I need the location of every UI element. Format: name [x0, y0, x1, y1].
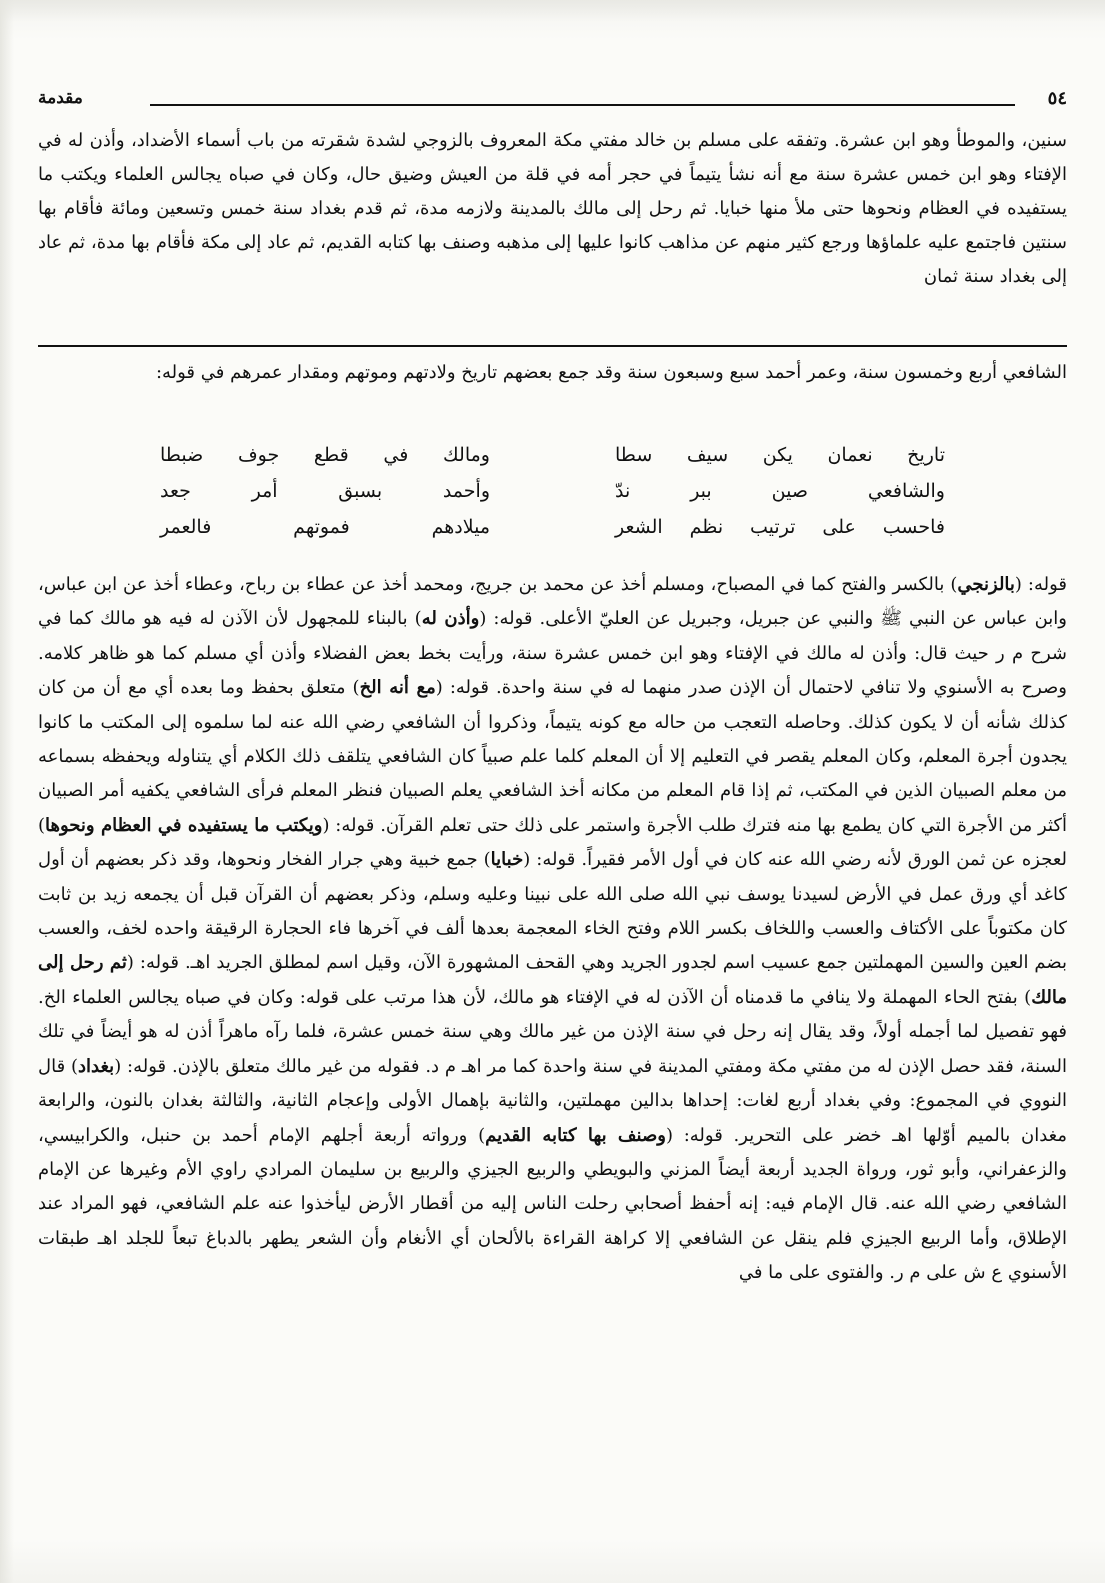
poem-verse: [160, 516, 945, 552]
commentary-keyword: بغداد: [78, 1055, 115, 1077]
commentary-text: ) بالكسر والفتح كما في المصباح، ومسلم أخذ عن محمد بن جريج، ومحمد أخذ عن عطاء بن رباح، وعطاء أخذ عن ابن عباس، وابن عباس عن النبي ﷺ والنبي عن جبريل، وجبريل عن العليّ الأعلى. قوله: (: [38, 574, 1067, 630]
commentary: [38, 568, 1067, 1291]
page-number: ٥٤: [1047, 88, 1067, 109]
commentary-keyword: ويكتب ما يستفيده في العظام ونحوها: [45, 814, 323, 836]
commentary-text: ) قال النووي في المجموع: وفي بغداد أربع لغات: إحداها بدالين مهملتين، والثانية بإهمال الأولى وإعجام الثانية، والثالثة بغدان بالنون، والرابعة مغدان بالميم أوّلها اهـ خضر على التحرير. قوله: (: [38, 1055, 1067, 1146]
scan-shadow-left: [0, 0, 14, 1583]
commentary-text: ) ورواته أربعة أجلهم الإمام أحمد بن حنبل، والكرابيسي، والزعفراني، وأبو ثور، ورواة الجديد أربعة أيضاً المزني والبويطي والربيع الجيزي والربيع بن سليمان المرادي راوي الأم وغيرها عن الإمام الشافعي رضي الله عنه. قال الإمام فيه: إنه أحفظ أصحابي رحلت الناس إليه من أقطار الأرض ليأخذوا عنه علم الشافعي، فهو المراد عند الإطلاق، وأما الربيع الجيزي فلم ينقل عن الشافعي إلا كراهة القراءة بالألحان أي الأنغام وأن الشعر يطهر بالدباغ تبعاً للجلد اهـ طبقات الأسنوي ع ش على م ر. والفتوى على ما في: [38, 1124, 1067, 1284]
commentary-keyword: وصنف بها كتابه القديم: [485, 1124, 666, 1146]
poem: [160, 444, 945, 552]
poem-hemistich-left: ميلادهم فموتهم فالعمر: [160, 516, 490, 538]
commentary-keyword: مع أنه الخ: [359, 677, 436, 699]
notes-intro: الشافعي أربع وخمسون سنة، وعمر أحمد سبع وسبعون سنة وقد جمع بعضهم تاريخ ولادتهم وموتهم ومقدار عمرهم في قوله:: [155, 362, 1067, 383]
commentary-keyword: ثم رحل إلى مالك: [38, 952, 1067, 1008]
commentary-text: ) لعجزه عن ثمن الورق لأنه رضي الله عنه كان في أول الأمر فقيراً. قوله: (: [38, 814, 1067, 871]
running-header: [38, 84, 1067, 118]
commentary-keyword: وأذن له: [421, 608, 480, 630]
poem-verse: [160, 444, 945, 480]
commentary-text: قوله: (: [1014, 574, 1067, 595]
poem-hemistich-left: وأحمد بسبق أمر جعد: [160, 480, 490, 502]
poem-verse: [160, 480, 945, 516]
poem-hemistich-right: تاريخ نعمان يكن سيف سطا: [615, 444, 945, 466]
running-title: مقدمة: [38, 88, 83, 108]
poem-hemistich-right: والشافعي صين ببر ندّ: [615, 480, 945, 502]
commentary-keyword: بالزنجي: [957, 574, 1015, 595]
header-rule: [150, 104, 1015, 106]
poem-hemistich-right: فاحسب على ترتيب نظم الشعر: [615, 516, 945, 538]
commentary-text: ) متعلق بحفظ وما بعده أي مع أن من كان كذلك شأنه أن لا يكون كذلك. وحاصله التعجب من حاله مع كونه يتيماً، وذكروا أن الشافعي رضي الله عنه لما سلموه إلى المكتب ما كانوا يجدون أجرة المعلم، وكان المعلم يقصر في التعليم إلا أن المعلم كلما علم صبياً كان الشافعي يتلقف ذلك الكلام أي يتناوله ويحفظه بسماعه من معلم الصبيان الذين في المكتب، ثم إذا قام المعلم من مكانه أخذ الشافعي يعلم الصبيان فنظر المعلم فرأى الشافعي يكفيه أمر الصبيان أكثر من الأجرة التي كان يطمع بها منه فترك طلب الأجرة واستمر على ذلك حتى تعلم القرآن. قوله: (: [38, 677, 1067, 836]
scan-shadow-top: [0, 0, 1105, 22]
commentary-text: ) بفتح الحاء المهملة ولا ينافي ما قدمناه أن الآذن له في الإفتاء هو مالك، لأن هذا مرتب على قوله: وكان في صباه يجالس العلماء الخ. فهو تفصيل لما أجمله أولاً، وقد يقال إنه رحل في سنة الإذن من غير مالك وهي سنة خمس عشرة، فلما رآه ماهراً أذن له هو أيضاً في تلك السنة، فقد حصل الإذن له من مفتي مكة ومفتي المدينة في سنة واحدة كما مر اهـ م د. فقوله من غير مالك متعلق بالإذن. قوله: (: [38, 986, 1067, 1077]
main-text: سنين، والموطأ وهو ابن عشرة. وتفقه على مسلم بن خالد مفتي مكة المعروف بالزوجي لشدة شقرته من باب أسماء الأضداد، وأذن له في الإفتاء وهو ابن خمس عشرة سنة مع أنه نشأ يتيماً في حجر أمه في قلة من العيش وضيق حال، وكان في صباه يجالس العلماء ويكتب ما يستفيده في العظام ونحوها حتى ملأ منها خبايا. ثم رحل إلى مالك بالمدينة ولازمه مدة، ثم قدم بغداد سنة خمس وتسعين ومائة فأقام بها سنتين فاجتمع عليه علماؤها ورجع كثير منهم عن مذاهب كانوا عليها إلى مذهبه وصنف بها كتابه القديم، ثم عاد إلى مكة فأقام بها مدة، ثم عاد إلى بغداد سنة ثمان: [38, 130, 1067, 287]
commentary-text: ) بالبناء للمجهول لأن الآذن له فيه هو مالك كما في شرح م ر حيث قال: وأذن له مالك في الإفتاء وهو ابن خمس عشرة سنة، ورأيت بخط بعض الفضلاء وأذن أي مسلم كما هو ظاهر كلامه. وصرح به الأسنوي ولا تنافي لاحتمال أن الإذن صدر منهما له في سنة واحدة. قوله: (: [38, 608, 1067, 699]
commentary-keyword: خبايا: [490, 849, 524, 871]
section-divider: [38, 345, 1067, 347]
poem-hemistich-left: ومالك في قطع جوف ضبطا: [160, 444, 490, 466]
commentary-text: ) جمع خبية وهي جرار الفخار ونحوها، وقد ذكر بعضهم أن أول كاغد أي ورق عمل في الأرض لسيدنا يوسف نبي الله صلى الله على نبينا وعليه وسلم، وذكر بعضهم أن القرآن قبل أن يجمعه زيد بن ثابت كان مكتوباً على الأكتاف والعسب واللخاف بكسر اللام وفتح الخاء المعجمة بعدها ألف في آخرها فاء الحجارة الرقيقة واحده لخف، والعسب بضم العين والسين المهملتين جمع عسيب اسم لجدور الجريد وهي القحف المشهورة الآن، وقيل اسم لمطلق الجريد اهـ. قوله: (: [38, 849, 1067, 974]
